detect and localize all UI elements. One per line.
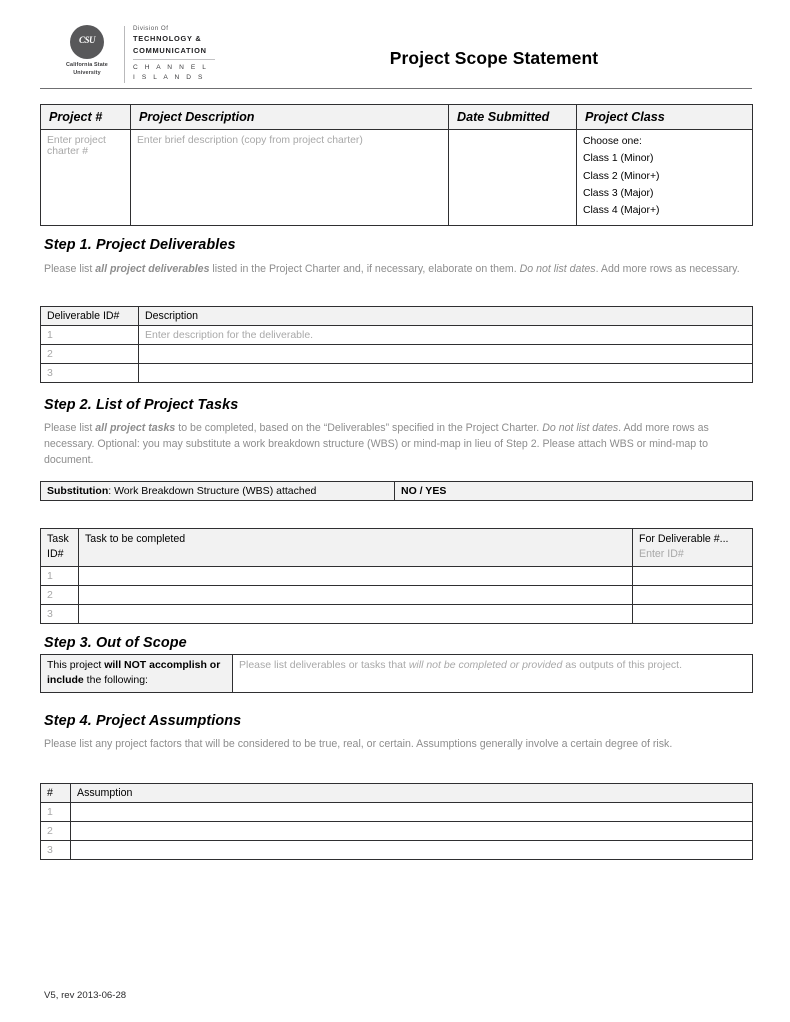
for-deliverable-placeholder: Enter ID#: [639, 548, 684, 561]
table-row: [41, 605, 753, 624]
header-deliverable-id: Deliverable ID#: [41, 307, 139, 326]
deliverable-description-field[interactable]: [139, 345, 753, 364]
seal-caption-line2: University: [73, 69, 101, 76]
assumption-field[interactable]: [71, 803, 753, 822]
step1-blurb-em2: Do not list dates: [519, 263, 596, 275]
step1-blurb-part1: Please list: [44, 263, 96, 275]
step2-heading: Step 2. List of Project Tasks: [44, 397, 239, 413]
header-horizontal-rule: [40, 88, 752, 89]
campus-line1: C H A N N E L: [133, 63, 209, 71]
step2-blurb-part3: . Add more rows as necessary. Optional: you may substitute a work breakdown structure (WBS) or mind-map in lieu of Step 2. Please attach WBS or mind-map to document.: [44, 422, 709, 467]
header-for-deliverable: [633, 529, 753, 567]
step2-blurb: [44, 420, 744, 468]
division-rule: [133, 59, 215, 60]
task-description-field[interactable]: [79, 605, 633, 624]
task-description-field[interactable]: [79, 586, 633, 605]
header-project-description: Project Description: [131, 105, 449, 130]
out-of-scope-table: [40, 654, 753, 693]
assumption-field[interactable]: [71, 822, 753, 841]
table-row: [41, 586, 753, 605]
project-description-field[interactable]: [131, 130, 449, 226]
step3-heading: Step 3. Out of Scope: [44, 635, 187, 651]
project-description-placeholder: Enter brief description (copy from project charter): [137, 135, 363, 146]
deliverable-description-placeholder: Enter description for the deliverable.: [145, 329, 314, 341]
csu-seal-block: [56, 24, 118, 78]
project-class-field[interactable]: [577, 130, 753, 226]
step2-blurb-em2: Do not list dates: [542, 422, 619, 434]
deliverable-description-field[interactable]: [139, 364, 753, 383]
substitution-label-rest: : Work Breakdown Structure (WBS) attached: [108, 485, 317, 497]
assumption-row-id: 3: [41, 841, 71, 860]
substitution-label-cell: [41, 482, 395, 501]
table-row: [41, 345, 753, 364]
csu-channel-islands-logo: [56, 24, 215, 83]
document-header: [40, 22, 752, 90]
step1-blurb: [44, 261, 744, 277]
project-class-option-4[interactable]: Class 4 (Major+): [583, 205, 660, 217]
step1-heading: Step 1. Project Deliverables: [44, 237, 236, 253]
seal-caption: [56, 62, 118, 78]
substitution-table: [40, 481, 753, 501]
substitution-answer: NO / YES: [401, 485, 447, 497]
task-row-id: 2: [41, 586, 79, 605]
table-row: [41, 567, 753, 586]
deliverable-row-id: 2: [41, 345, 139, 364]
division-text-block: [133, 24, 215, 83]
deliverable-row-id: 1: [41, 326, 139, 345]
date-submitted-field[interactable]: [449, 130, 577, 226]
assumptions-table: [40, 783, 753, 860]
step2-blurb-part2: to be completed, based on the “Deliverables” specified in the Project Charter.: [175, 422, 543, 434]
table-row: [41, 130, 753, 226]
header-date-submitted: Date Submitted: [449, 105, 577, 130]
table-header-row: [41, 307, 753, 326]
project-class-option-3[interactable]: Class 3 (Major): [583, 188, 654, 200]
project-number-field[interactable]: [41, 130, 131, 226]
assumption-field[interactable]: [71, 841, 753, 860]
step1-blurb-part3: . Add more rows as necessary.: [595, 263, 740, 275]
header-deliverable-description: Description: [139, 307, 753, 326]
table-row: [41, 482, 753, 501]
task-deliverable-field[interactable]: [633, 605, 753, 624]
table-row: [41, 364, 753, 383]
task-row-id: 3: [41, 605, 79, 624]
table-header-row: [41, 784, 753, 803]
out-of-scope-label-cell: [41, 655, 233, 693]
task-deliverable-field[interactable]: [633, 586, 753, 605]
header-task-id: Task ID#: [41, 529, 79, 567]
task-deliverable-field[interactable]: [633, 567, 753, 586]
deliverable-row-id: 3: [41, 364, 139, 383]
project-summary-table: [40, 104, 753, 226]
step1-blurb-part2: listed in the Project Charter and, if necessary, elaborate on them.: [209, 263, 520, 275]
table-row: [41, 326, 753, 345]
out-of-scope-placeholder-em: will not be completed or provided: [408, 659, 563, 671]
header-project-class: Project Class: [577, 105, 753, 130]
table-header-row: [41, 529, 753, 567]
out-of-scope-label-part1: This project: [47, 659, 105, 671]
assumption-row-id: 2: [41, 822, 71, 841]
header-assumption-number: #: [41, 784, 71, 803]
seal-caption-line1: California State: [66, 62, 108, 68]
step2-blurb-part1: Please list: [44, 422, 96, 434]
table-row: [41, 841, 753, 860]
task-row-id: 1: [41, 567, 79, 586]
out-of-scope-label-part2: the following:: [83, 674, 148, 687]
table-row: [41, 803, 753, 822]
out-of-scope-placeholder-part1: Please list deliverables or tasks that: [239, 659, 409, 671]
project-number-placeholder: Enter project charter #: [47, 135, 106, 157]
project-class-option-2[interactable]: Class 2 (Minor+): [583, 170, 660, 182]
out-of-scope-field[interactable]: [233, 655, 753, 693]
header-for-deliverable-label: For Deliverable #...: [639, 533, 729, 545]
logo-divider: [124, 26, 125, 83]
step4-blurb: Please list any project factors that will be considered to be true, real, or certain. Assumptions generally involve a certain degree of risk.: [44, 738, 673, 750]
header-project-number: Project #: [41, 105, 131, 130]
assumption-row-id: 1: [41, 803, 71, 822]
project-class-option-1[interactable]: Class 1 (Minor): [583, 153, 654, 165]
substitution-label-bold: Substitution: [47, 485, 109, 497]
out-of-scope-placeholder-part2: as outputs of this project.: [562, 659, 683, 671]
table-header-row: [41, 105, 753, 130]
task-description-field[interactable]: [79, 567, 633, 586]
division-name-line2: COMMUNICATION: [133, 45, 207, 55]
header-task-description: Task to be completed: [79, 529, 633, 567]
campus-line2: I S L A N D S: [133, 73, 206, 81]
table-row: [41, 822, 753, 841]
csu-seal-icon: [70, 25, 104, 59]
substitution-answer-cell[interactable]: [395, 482, 753, 501]
table-row: [41, 655, 753, 693]
tasks-table: [40, 528, 753, 624]
project-class-prompt: Choose one:: [583, 136, 642, 147]
division-of-label: Division Of: [133, 25, 169, 32]
step4-heading: Step 4. Project Assumptions: [44, 713, 242, 729]
deliverable-description-field[interactable]: [139, 326, 753, 345]
document-footer-version: V5, rev 2013-06-28: [44, 990, 127, 1001]
deliverables-table: [40, 306, 753, 383]
step2-blurb-em1: all project tasks: [95, 422, 176, 434]
header-assumption: Assumption: [71, 784, 753, 803]
page-title: Project Scope Statement: [389, 48, 599, 68]
step1-blurb-em1: all project deliverables: [95, 263, 210, 275]
division-name-line1: TECHNOLOGY &: [133, 34, 202, 44]
out-of-scope-label-bold: will NOT accomplish or include: [47, 659, 221, 687]
